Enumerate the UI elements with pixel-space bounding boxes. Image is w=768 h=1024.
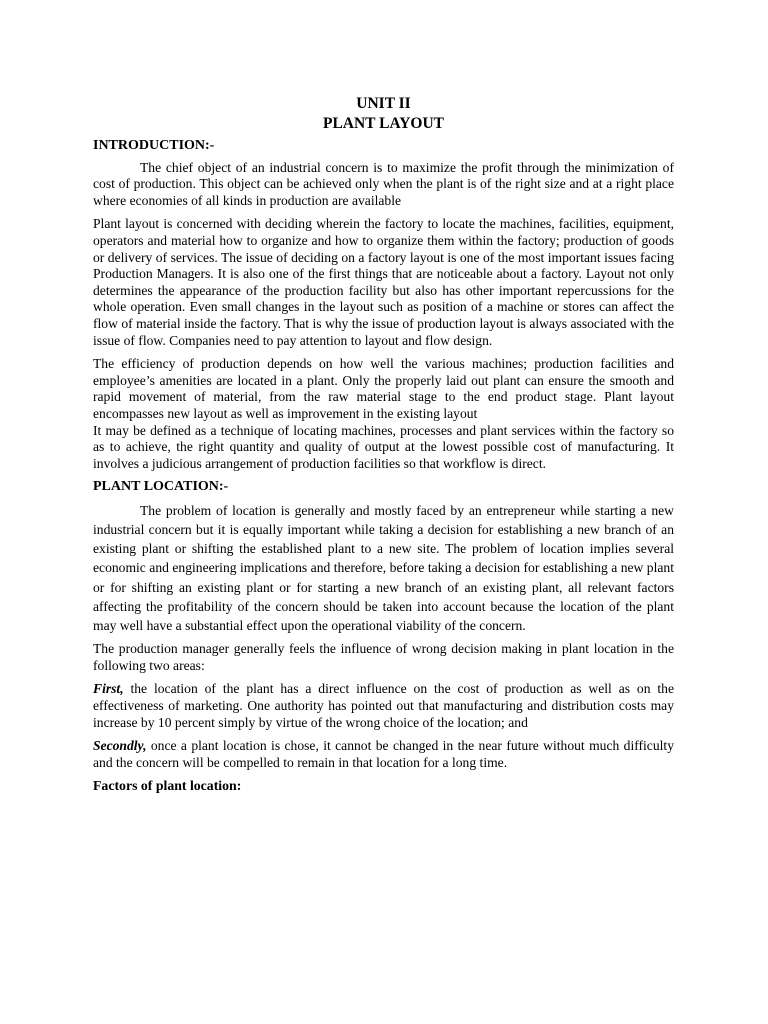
- plant-location-heading: PLANT LOCATION:-: [93, 479, 229, 495]
- first-area-paragraph: [93, 681, 674, 731]
- first-area-lead: First,: [93, 681, 124, 697]
- introduction-heading: INTRODUCTION:-: [93, 138, 215, 153]
- factors-heading: Factors of plant location:: [93, 778, 242, 794]
- introduction-paragraph-1: The chief object of an industrial concern is to maximize the profit through the minimization of cost of production. This object can be achieved only when the plant is of the right size and at a right place where economies of all kinds in production are available: [93, 159, 674, 208]
- plant-location-paragraph-2: The production manager generally feels the influence of wrong decision making in plant location in the following two areas:: [93, 641, 674, 673]
- introduction-paragraph-2: Plant layout is concerned with deciding wherein the factory to locate the machines, facilities, equipment, operators and material how to organize and how to organize them within the factory; production of goods or delivery of services. The issue of deciding on a factory layout is one of the most important issues facing Production Managers. It is also one of the first things that are noticeable about a factory. Layout not only determines the appearance of the production facility but also has other important repercussions for the whole operation. Even small changes in the layout such as position of a machine or stores can affect the flow of material inside the factory. That is why the issue of production layout is always associated with the issue of flow. Companies need to pay attention to layout and flow design.: [93, 216, 674, 348]
- second-area-lead: Secondly,: [93, 738, 147, 754]
- page-title: PLANT LAYOUT: [322, 115, 445, 132]
- unit-number: UNIT II: [356, 95, 411, 112]
- introduction-paragraph-3: The efficiency of production depends on how well the various machines; production facilities and employee’s amenities are located in a plant. Only the properly laid out plant can ensure the smooth and rapid movement of material, from the raw material stage to the end product stage. Plant layout encompasses new layout as well as improvement in the existing layout: [93, 356, 674, 421]
- second-area-text: once a plant location is chose, it cannot be changed in the near future without much difficulty and the concern will be compelled to remain in that location for a long time.: [93, 738, 674, 770]
- plant-location-paragraph-1: The problem of location is generally and mostly faced by an entrepreneur while starting a new industrial concern but it is equally important while taking a decision for establishing a new branch of an existing plant or shifting the established plant to a new site. The problem of location implies several economic and engineering implications and therefore, before taking a decision for establishing a new plant or for shifting an existing plant or for starting a new branch of an existing plant, all relevant factors affecting the profitability of the concern should be taken into account because the location of the plant may well have a substantial effect upon the operational viability of the concern.: [93, 502, 674, 634]
- first-area-text: the location of the plant has a direct influence on the cost of production as well as on the effectiveness of marketing. One authority has pointed out that manufacturing and distribution costs may increase by 10 percent simply by virtue of the wrong choice of the location; and: [93, 681, 674, 730]
- introduction-paragraph-4: It may be defined as a technique of locating machines, processes and plant services within the factory so as to achieve, the right quantity and quality of output at the lowest possible cost of manufacturing. It involves a judicious arrangement of production facilities so that workflow is direct.: [93, 422, 674, 471]
- second-area-paragraph: [93, 738, 674, 771]
- document-page: [93, 94, 674, 795]
